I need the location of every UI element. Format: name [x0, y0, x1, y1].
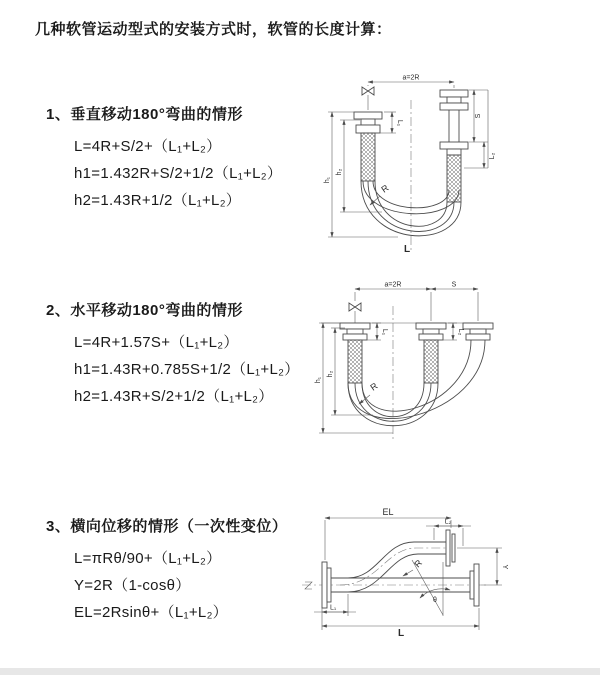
formula-el: EL=2Rsinθ+（L₁+L₂）	[74, 604, 228, 621]
section-3-heading: 3、横向位移的情形（一次性变位）	[46, 518, 288, 535]
dim-l2	[464, 90, 496, 168]
page-edge-shadow	[0, 668, 600, 675]
radius-label: R	[412, 557, 425, 570]
dim-y-label: Y	[501, 564, 508, 570]
braided-hose-left-leg	[348, 340, 362, 383]
dim-s	[431, 282, 478, 322]
braided-hose-right-leg	[447, 155, 461, 202]
dim-l1-label: L₁	[396, 119, 403, 127]
dim-el	[325, 507, 451, 560]
section-vertical-move	[46, 103, 282, 214]
dim-y	[457, 548, 508, 585]
angle-label: θ	[433, 597, 437, 604]
hose-u-bend-positions	[348, 340, 485, 426]
dim-l2-label: L₂	[444, 518, 452, 526]
flange-middle	[416, 323, 446, 383]
dim-l	[322, 608, 479, 639]
section-2-heading: 2、水平移动180°弯曲的情形	[46, 302, 243, 319]
flange-right-lower	[440, 142, 468, 202]
section-1-heading: 1、垂直移动180°弯曲的情形	[46, 106, 243, 123]
dim-l2-label: L₂	[457, 328, 464, 336]
dim-a2r-label: a=2R	[384, 281, 402, 289]
dim-h1-label: h₁	[324, 176, 331, 184]
radius-leader	[403, 557, 424, 576]
radius-label: R	[368, 380, 380, 393]
flange-right-original	[470, 564, 479, 606]
dim-a2r	[368, 75, 454, 89]
flange-upper-right	[446, 530, 455, 566]
dim-s-label: S	[451, 281, 457, 289]
diagram-horizontal-move-180-bend	[313, 278, 553, 450]
section-lateral-displacement	[46, 515, 287, 626]
braided-hose-left-leg	[361, 133, 375, 181]
hose-s-curve	[340, 542, 446, 592]
dim-h1-label: h₁	[315, 376, 322, 384]
dim-el-label: EL	[382, 507, 394, 517]
dim-a2r-label: a=2R	[402, 74, 420, 82]
formula-h1: h1=1.432R+S/2+1/2（L₁+L₂）	[74, 165, 283, 182]
dim-s	[469, 90, 488, 142]
centerline-break-mark	[305, 582, 312, 589]
dim-l-label: L	[404, 244, 411, 255]
diagram-lateral-displacement	[300, 498, 592, 640]
dim-s-label: S	[475, 113, 482, 119]
diagram-vertical-move-180-bend	[318, 72, 518, 262]
flange-left	[354, 112, 382, 181]
dim-l2-label: L₂	[489, 152, 496, 160]
flange-left	[322, 562, 331, 608]
dim-l1-label: L₁	[381, 328, 388, 336]
radius-label: R	[379, 182, 391, 195]
flange-right-upper	[440, 90, 468, 142]
valve-icon	[349, 303, 361, 323]
flange-left	[340, 323, 370, 383]
formula-length: L=4R+1.57S+（L₁+L₂）	[74, 334, 239, 351]
dim-l1	[314, 594, 356, 616]
dim-h2-label: h₂	[327, 370, 334, 378]
braided-hose-middle-leg	[424, 340, 438, 383]
dim-a2r	[355, 282, 431, 322]
formula-length: L=πRθ/90+（L₁+L₂）	[74, 550, 222, 567]
formula-y: Y=2R（1-cosθ）	[74, 577, 191, 594]
section-horizontal-move	[46, 299, 300, 410]
formula-length: L=4R+S/2+（L₁+L₂）	[74, 138, 222, 155]
valve-icon	[362, 87, 374, 110]
formula-h1: h1=1.43R+0.785S+1/2（L₁+L₂）	[74, 361, 300, 378]
flange-right-moved	[463, 323, 493, 340]
dim-h2-label: h₂	[336, 168, 343, 176]
formula-h2: h2=1.43R+1/2（L₁+L₂）	[74, 192, 242, 209]
dim-l-label: L	[398, 628, 405, 639]
page-title: 几种软管运动型式的安装方式时，软管的长度计算：	[35, 21, 392, 38]
dim-l1-label: L₁	[330, 604, 337, 612]
formula-h2: h2=1.43R+S/2+1/2（L₁+L₂）	[74, 388, 274, 405]
